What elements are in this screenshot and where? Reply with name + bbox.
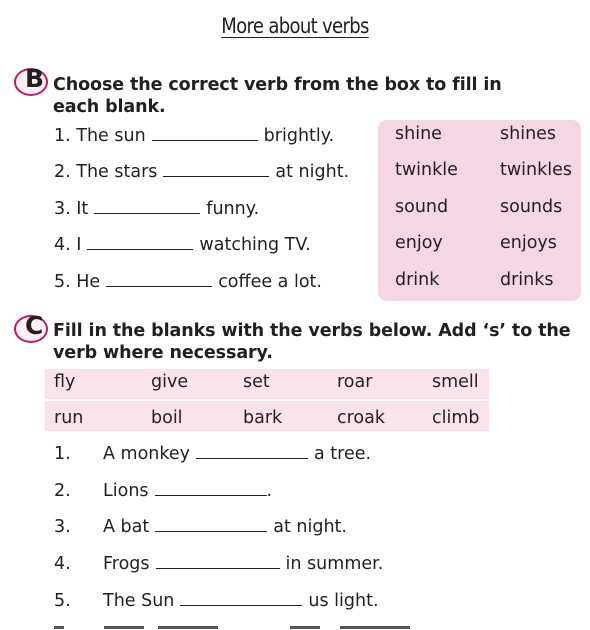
- b-q5-before: 5. He: [54, 272, 101, 292]
- c-question-5: [103, 591, 379, 611]
- b-q2-after: at night.: [275, 162, 350, 182]
- b-question-4: [54, 235, 311, 255]
- b-question-3: [54, 199, 259, 219]
- section-b-instruction: Choose the correct verb from the box to fill in each blank.: [53, 75, 502, 117]
- c-q2-blank[interactable]: [155, 494, 267, 496]
- box-c-word: fly: [54, 372, 76, 392]
- b-q5-after: coffee a lot.: [218, 272, 322, 292]
- b-question-1: [54, 126, 334, 146]
- verb-box-b: [378, 120, 581, 301]
- b-q1-after: brightly.: [263, 126, 335, 146]
- c-q1-blank[interactable]: [196, 457, 308, 459]
- b-q3-blank[interactable]: [94, 212, 200, 214]
- box-b-word: sounds: [500, 197, 563, 217]
- b-q4-after: watching TV.: [199, 235, 311, 255]
- cropped-next-line: [50, 622, 450, 630]
- c-q3-blank[interactable]: [155, 530, 267, 532]
- verb-box-c: [45, 369, 489, 431]
- b-q2-before: 2. The stars: [54, 162, 158, 182]
- c-q4-after: in summer.: [285, 554, 384, 574]
- c-question-4: [103, 554, 383, 574]
- section-c-badge: [14, 311, 48, 343]
- c-q2-before: Lions: [103, 481, 149, 501]
- box-b-word: shine: [395, 124, 442, 144]
- c-q4-before: Frogs: [103, 554, 150, 574]
- c-q3-after: at night.: [273, 517, 347, 537]
- c-q4-blank[interactable]: [156, 567, 280, 569]
- c-q2-after: .: [266, 481, 273, 501]
- b-q1-before: 1. The sun: [54, 126, 146, 146]
- box-c-word: run: [54, 408, 84, 428]
- section-c-letter: C: [25, 311, 44, 340]
- box-c-word: climb: [432, 408, 480, 428]
- box-c-word: smell: [432, 372, 479, 392]
- page-title: [41, 14, 548, 38]
- c-q1-number: 1.: [54, 444, 71, 464]
- box-c-word: roar: [337, 372, 373, 392]
- box-b-word: enjoys: [500, 233, 557, 253]
- box-b-word: drinks: [500, 270, 554, 290]
- c-question-1: [103, 444, 371, 464]
- b-q4-blank[interactable]: [87, 248, 193, 250]
- c-question-2: [103, 481, 272, 501]
- title-text: More about verbs: [221, 14, 369, 38]
- box-c-word: boil: [151, 408, 183, 428]
- b-q4-before: 4. I: [54, 235, 82, 255]
- section-b-badge: [14, 64, 48, 96]
- box-b-word: drink: [395, 270, 440, 290]
- box-c-word: croak: [337, 408, 385, 428]
- c-question-3: [103, 517, 347, 537]
- c-q3-before: A bat: [103, 517, 150, 537]
- box-c-word: give: [151, 372, 189, 392]
- box-c-word: bark: [243, 408, 283, 428]
- box-b-word: twinkles: [500, 160, 573, 180]
- box-c-word: set: [243, 372, 270, 392]
- c-q5-number: 5.: [54, 591, 71, 611]
- c-q1-after: a tree.: [314, 444, 372, 464]
- b-q5-blank[interactable]: [106, 285, 212, 287]
- box-b-word: shines: [500, 124, 557, 144]
- c-q3-number: 3.: [54, 517, 71, 537]
- box-b-word: enjoy: [395, 233, 443, 253]
- b-q3-after: funny.: [206, 199, 260, 219]
- verb-box-divider: [45, 399, 489, 401]
- b-question-5: [54, 272, 322, 292]
- c-q5-before: The Sun: [103, 591, 175, 611]
- box-b-word: twinkle: [395, 160, 458, 180]
- section-b-letter: B: [25, 64, 45, 93]
- b-q1-blank[interactable]: [152, 139, 258, 141]
- c-q5-after: us light.: [308, 591, 379, 611]
- box-b-word: sound: [395, 197, 449, 217]
- b-q3-before: 3. It: [54, 199, 89, 219]
- section-c-instruction: Fill in the blanks with the verbs below. Add ‘s’ to the verb where necessary.: [53, 321, 571, 363]
- c-q4-number: 4.: [54, 554, 71, 574]
- c-q1-before: A monkey: [103, 444, 191, 464]
- c-q2-number: 2.: [54, 481, 71, 501]
- b-q2-blank[interactable]: [163, 175, 269, 177]
- c-q5-blank[interactable]: [180, 604, 302, 606]
- b-question-2: [54, 162, 349, 182]
